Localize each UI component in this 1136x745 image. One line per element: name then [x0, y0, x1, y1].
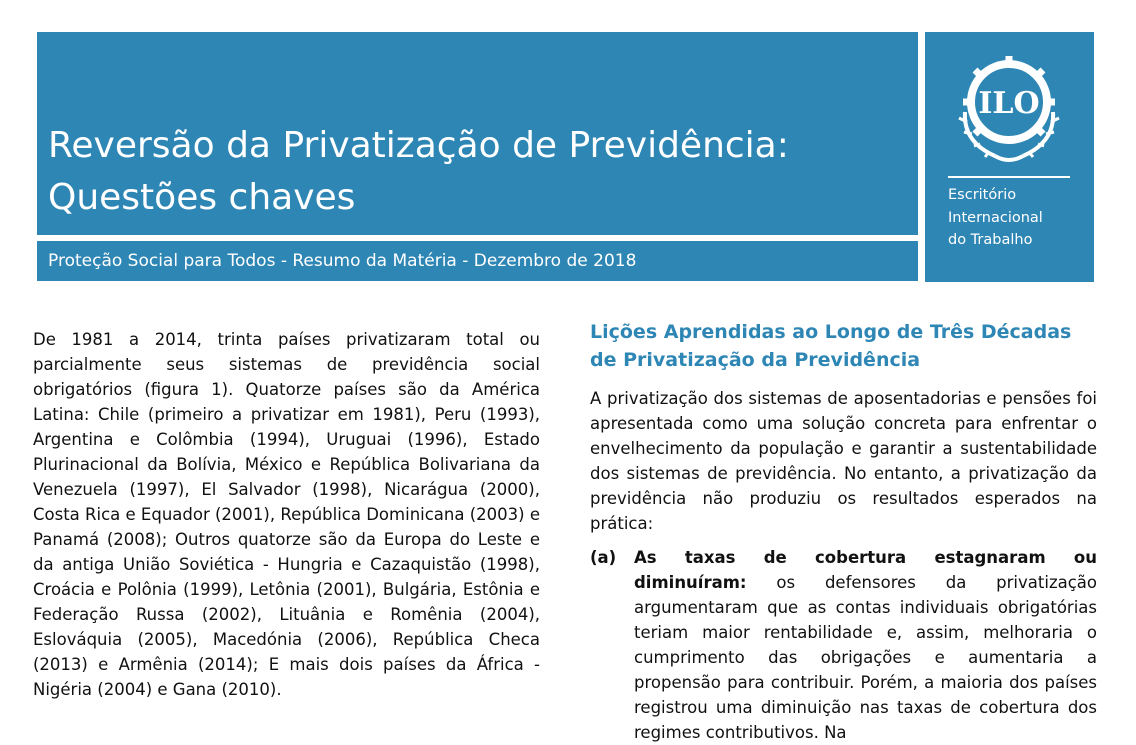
- org-name-line-3: do Trabalho: [948, 232, 1033, 248]
- list-item-lead: As taxas de cobertura estagnaram ou diminuíram:: [634, 548, 1097, 592]
- page-title: [48, 120, 789, 224]
- org-name-line-1: Escritório: [948, 187, 1017, 203]
- section-heading: Lições Aprendidas ao Longo de Três Décadas de Privatização da Previdência: [590, 321, 1072, 371]
- list-marker: (a): [590, 548, 617, 567]
- emblem-text: ILO: [978, 86, 1040, 121]
- title-line-2: Questões chaves: [48, 177, 356, 218]
- list-item-body: [634, 545, 1097, 745]
- section-intro: A privatização dos sistemas de aposentadorias e pensões foi apresentada como uma solução concreta para enfrentar o envelhecimento da população e garantir a sustentabilidade dos sistemas de previdência. No entanto, a privatização da previdência não produziu os resultados esperados na prática:: [590, 389, 1097, 533]
- organization-name: [948, 184, 1043, 252]
- right-column: [590, 318, 1097, 745]
- title-line-1: Reversão da Privatização de Previdência:: [48, 125, 789, 166]
- subtitle-banner: [37, 241, 918, 281]
- list-item-text: os defensores da privatização argumentaram que as contas individuais obrigatórias teriam maior rentabilidade e, assim, melhoraria o cumprimento das obrigações e aumentaria a propensão para contribuir. Porém, a maioria dos países registrou uma diminuição nas taxas de cobertura dos regimes contributivos. Na: [634, 573, 1097, 742]
- ilo-logo-panel: [925, 32, 1094, 282]
- org-name-line-2: Internacional: [948, 209, 1043, 226]
- logo-divider: [948, 176, 1070, 178]
- ilo-emblem-icon: [945, 42, 1073, 170]
- left-column-paragraph: De 1981 a 2014, trinta países privatizaram total ou parcialmente seus sistemas de previdência social obrigatórios (figura 1). Quatorze países são da América Latina: Chile (primeiro a privatizar em 1981), Peru (1993), Argentina e Colômbia (1994), Uruguai (1996), Estado Plurinacional da Bolívia, México e República Bolivariana da Venezuela (1997), El Salvador (1998), Nicarágua (2000), Costa Rica e Equador (2001), República Dominicana (2003) e Panamá (2008); Outros quatorze são da Europa do Leste e da antiga União Soviética - Hungria e Cazaquistão (1998), Croácia e Polônia (1999), Letônia (2001), Bulgária, Estônia e Federação Russa (2002), Lituânia e Romênia (2004), Eslováquia (2005), Macedónia (2006), República Checa (2013) e Armênia (2014); E mais dois países da África - Nigéria (2004) e Gana (2010).: [33, 330, 540, 699]
- title-banner: [37, 32, 918, 235]
- list-item: [590, 545, 1097, 745]
- subtitle: Proteção Social para Todos - Resumo da Matéria - Dezembro de 2018: [48, 251, 637, 271]
